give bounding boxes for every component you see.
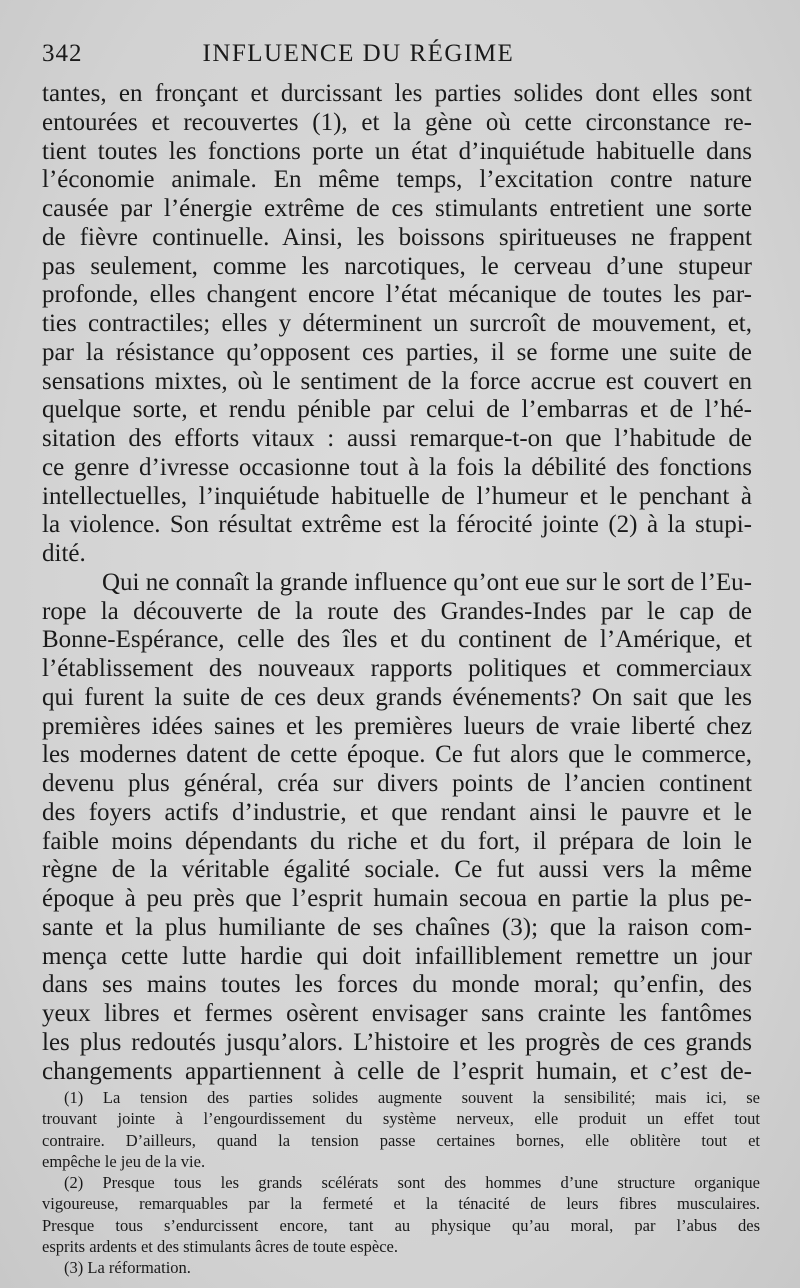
running-head: INFLUENCE DU RÉGIME: [202, 40, 515, 67]
body-text: [42, 80, 752, 1086]
footnotes: [42, 1087, 760, 1279]
text-line: la violence. Son résultat extrême est la férocité jointe (2) à la stupi-: [42, 511, 752, 539]
text-line: qui furent la suite de ces deux grands événements? On sait que les: [42, 683, 752, 711]
text-line: devenu plus général, créa sur divers points de l’ancien continent: [42, 770, 752, 797]
text-line: tantes, en fronçant et durcissant les parties solides dont elles sont: [42, 80, 752, 107]
footnote-2-line: (2) Presque tous les grands scélérats sont des hommes d’une structure organique: [64, 1173, 760, 1193]
text-line: rope la découverte de la route des Grandes-Indes par le cap de: [42, 597, 752, 625]
text-line: pas seulement, comme les narcotiques, le cerveau d’une stupeur: [42, 252, 752, 280]
footnote-1-line: trouvant jointe à l’engourdissement du système nerveux, elle produit un effet tout: [42, 1109, 760, 1129]
text-line: profonde, elles changent encore l’état mécanique de toutes les par-: [42, 281, 752, 309]
footnote-1-line: contraire. D’ailleurs, quand la tension passe certaines bornes, elle oblitère tout et: [42, 1130, 760, 1150]
text-line: ties contractiles; elles y déterminent un surcroît de mouvement, et,: [42, 310, 752, 337]
text-line: époque à peu près que l’esprit humain secoua en partie la plus pe-: [42, 885, 752, 912]
text-line: les modernes datent de cette époque. Ce fut alors que le commerce,: [42, 741, 752, 769]
text-line: entourées et recouvertes (1), et la gène où cette circonstance re-: [42, 108, 752, 136]
text-line: tient toutes les fonctions porte un état d’inquiétude habituelle dans: [42, 137, 752, 165]
text-line: des foyers actifs d’industrie, et que rendant ainsi le pauvre et le: [42, 798, 752, 826]
text-line: de fièvre continuelle. Ainsi, les boissons spiritueuses ne frappent: [42, 223, 752, 251]
page-header: [42, 40, 758, 74]
text-line: Bonne-Espérance, celle des îles et du continent de l’Amérique, et: [42, 626, 752, 654]
text-line: sensations mixtes, où le sentiment de la force accrue est couvert en: [42, 367, 752, 395]
footnote-1-line: empêche le jeu de la vie.: [42, 1151, 206, 1171]
text-line: dans ses mains toutes les forces du monde moral; qu’enfin, des: [42, 971, 752, 999]
text-line: sitation des efforts vitaux : aussi remarque-t-on que l’habitude de: [42, 425, 752, 452]
footnote-2-line: Presque tous s’endurcissent encore, tant au physique qu’au moral, par l’abus des: [42, 1215, 760, 1235]
text-line: par la résistance qu’opposent ces parties, il se forme une suite de: [42, 338, 752, 366]
footnote-1-line: (1) La tension des parties solides augmente souvent la sensibilité; mais ici, se: [64, 1088, 760, 1107]
text-line: faible moins dépendants du riche et du fort, il prépara de loin le: [42, 827, 752, 855]
footnote-2-line: vigoureuse, remarquables par la fermeté et la ténacité de leurs fibres musculaires.: [42, 1194, 760, 1214]
text-line: premières idées saines et les premières lueurs de vraie liberté chez: [42, 712, 752, 740]
paragraph-end-line: dité.: [42, 540, 86, 567]
text-line: l’établissement des nouveaux rapports politiques et commerciaux: [42, 655, 752, 682]
paragraph-start-line: Qui ne connaît la grande influence qu’ont eue sur le sort de l’Eu-: [102, 568, 752, 596]
text-line: les plus redoutés jusqu’alors. L’histoire et les progrès de ces grands: [42, 1028, 752, 1056]
page-number: 342: [42, 40, 83, 67]
text-line: causée par l’énergie extrême de ces stimulants entretient une sorte: [42, 195, 752, 222]
text-line: règne de la véritable égalité sociale. Ce fut aussi vers la même: [42, 856, 752, 884]
text-line: sante et la plus humiliante de ses chaînes (3); que la raison com-: [42, 913, 752, 941]
text-line: ce genre d’ivresse occasionne tout à la fois la débilité des fonctions: [42, 453, 752, 481]
footnote-2-line: esprits ardents et des stimulants âcres de toute espèce.: [42, 1237, 399, 1257]
text-line: yeux libres et fermes osèrent envisager sans crainte les fantômes: [42, 1000, 752, 1027]
text-line: l’économie animale. En même temps, l’excitation contre nature: [42, 166, 752, 194]
text-line: quelque sorte, et rendu pénible par celui de l’embarras et de l’hé-: [42, 396, 752, 424]
text-line: changements appartiennent à celle de l’esprit humain, et c’est de-: [42, 1057, 752, 1085]
footnote-3-line: (3) La réformation.: [64, 1258, 191, 1278]
text-line: intellectuelles, l’inquiétude habituelle de l’humeur et le penchant à: [42, 482, 752, 510]
text-line: mença cette lutte hardie qui doit infailliblement remettre un jour: [42, 942, 752, 970]
